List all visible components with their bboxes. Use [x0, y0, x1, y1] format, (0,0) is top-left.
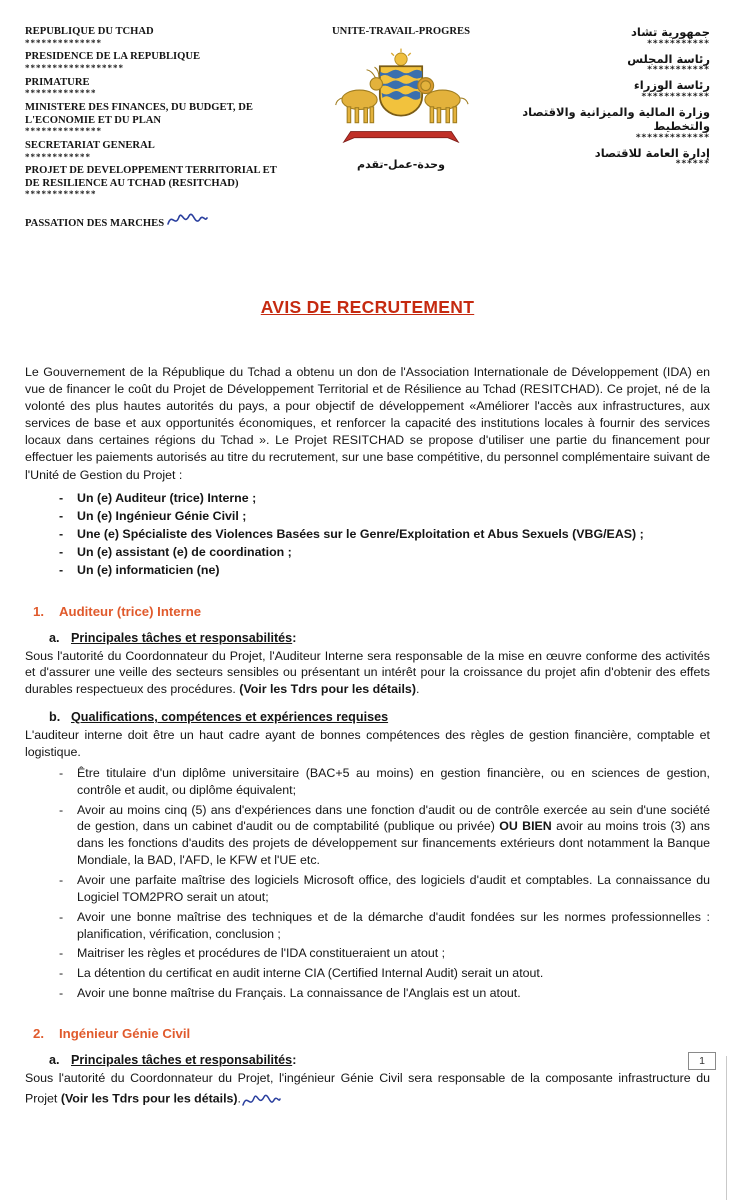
dash-bullet: -: [59, 872, 64, 887]
header-ministere: [25, 102, 287, 137]
header-presidence: [25, 51, 287, 73]
header-line-arabic: وزارة المالية والميزانية والاقتصاد والتخطيط: [522, 105, 710, 133]
dash-bullet: -: [59, 562, 64, 577]
list-item: [47, 802, 710, 869]
stars-divider: ***********: [647, 38, 710, 49]
list-item: [47, 526, 710, 544]
stars-divider: *************: [635, 132, 710, 143]
paragraph-text: Être titulaire d'un diplôme universitaire (BAC+5 au moins) en gestion financière, ou en sciences de gestion, contrôle et audit, ou diplôme équivalent;: [77, 765, 710, 797]
dash-bullet: -: [59, 544, 64, 559]
dash-bullet: -: [59, 909, 64, 924]
list-item: [47, 490, 710, 508]
qualification-text: [77, 872, 710, 906]
section-1a-heading: [49, 631, 710, 645]
list-item: [47, 544, 710, 562]
chad-coat-of-arms-icon: [301, 45, 501, 154]
header-center-column: [301, 26, 501, 171]
section-title: Auditeur (trice) Interne: [59, 603, 202, 619]
dash-bullet: -: [59, 966, 64, 981]
section-title: Ingénieur Génie Civil: [59, 1026, 191, 1041]
paragraph-text: Avoir une bonne maîtrise du Français. La connaissance de l'Anglais est un atout.: [77, 986, 521, 1001]
dash-bullet: -: [59, 946, 64, 961]
list-item: [47, 909, 710, 943]
section-2a-paragraph: [25, 1070, 710, 1112]
position-label: Un (e) assistant (e) de coordination ;: [77, 544, 292, 559]
national-motto: UNITE-TRAVAIL-PROGRES: [332, 26, 470, 37]
section-1-heading: [33, 604, 710, 619]
dash-bullet: -: [59, 765, 64, 780]
paragraph-text: La détention du certificat en audit interne CIA (Certified Internal Audit) serait un atout.: [77, 966, 544, 981]
page-title: AVIS DE RECRUTEMENT: [260, 296, 475, 317]
header-secretariat-ar: [515, 147, 710, 171]
paragraph-text: Avoir une bonne maîtrise des techniques et de la démarche d'audit fondées sur les normes professionnelles : planification, vérification, conclusion ;: [77, 909, 710, 941]
subsection-colon: :: [292, 630, 297, 645]
signature-icon: [241, 1091, 281, 1116]
stars-divider: ******************: [25, 62, 124, 73]
qualification-text: [77, 802, 710, 869]
header-primature-ar: [515, 79, 710, 103]
list-item: [47, 508, 710, 526]
paragraph-text: Sous l'autorité du Coordonnateur du Projet, l'Auditeur Interne sera responsable de la mise en œuvre conforme des activités et d'assurer une veille des secteurs sensibles ou présentant un intérêt pour la croissance du projet afin d'obtenir des effets durables respectueux des procédures.: [25, 648, 710, 697]
header-secretariat: [25, 140, 287, 162]
section-number: 2.: [33, 1026, 44, 1041]
section-1a-paragraph: [25, 648, 710, 699]
position-label: Un (e) informaticien (ne): [77, 562, 220, 577]
signature-icon: [166, 210, 208, 235]
header-presidence-ar: [515, 53, 710, 77]
dash-bullet: -: [59, 490, 64, 505]
national-motto-arabic: وحدة-عمل-تقدم: [357, 158, 445, 171]
paragraph-text: Avoir au moins cinq (5) ans d'expériences dans une fonction d'audit ou de contrôle exercée au sein d'une société de gestion, dans un cabinet d'audit ou de comptabilité (publique ou privée): [77, 802, 710, 834]
dash-bullet: -: [59, 508, 64, 523]
header-line-arabic: إدارة العامة للاقتصاد: [594, 145, 710, 160]
list-item: [47, 965, 710, 982]
subsection-title: Principales tâches et responsabilités: [71, 1053, 293, 1067]
list-item: [47, 985, 710, 1002]
paragraph-text: Maitriser les règles et procédures de l'IDA constitueraient un atout ;: [77, 946, 446, 961]
section-2a-heading: [49, 1053, 710, 1067]
section-1b-heading: [49, 710, 710, 724]
header-line: REPUBLIQUE DU TCHAD: [25, 26, 154, 37]
section-2-heading: [33, 1026, 710, 1041]
list-item: [47, 562, 710, 580]
tdrs-note: (Voir les Tdrs pour les détails): [60, 1091, 238, 1106]
qualification-text: [77, 945, 710, 962]
tdrs-note: (Voir les Tdrs pour les détails): [239, 682, 416, 697]
stars-divider: ***********: [647, 65, 710, 76]
document-header: [25, 26, 710, 231]
dash-bullet: -: [59, 802, 64, 817]
header-right-column: [515, 26, 710, 173]
header-left-column: [25, 26, 287, 231]
subsection-letter: a.: [49, 1053, 60, 1067]
header-line-arabic: رئاسة الوزراء: [633, 78, 710, 93]
stars-divider: **************: [25, 37, 102, 48]
header-ministere-ar: [515, 106, 710, 143]
header-passation: [25, 206, 287, 231]
section-number: 1.: [33, 603, 44, 619]
paragraph-text: Avoir une parfaite maîtrise des logiciels Microsoft office, des logiciels d'audit et comptables. La connaissance du Logiciel TOM2PRO serait un atout;: [77, 872, 710, 904]
stars-divider: *************: [25, 189, 97, 200]
header-line-arabic: جمهورية تشاد: [631, 25, 710, 39]
paragraph-text: Sous l'autorité du Coordonnateur du Projet, l'ingénieur Génie Civil sera responsable de la composante infrastructure du Projet: [25, 1071, 710, 1106]
header-republic-ar: [515, 26, 710, 50]
section-1b-intro: L'auditeur interne doit être un haut cadre ayant de bonnes compétences des règles de gestion financière, comptable et logistique.: [25, 728, 710, 759]
subsection-colon: :: [292, 1053, 297, 1067]
header-republic: [25, 26, 287, 48]
header-line: PROJET DE DEVELOPPEMENT TERRITORIAL ET DE RESILIENCE AU TCHAD (RESITCHAD): [25, 165, 277, 189]
qualification-text: [77, 909, 710, 943]
page-number: 1: [688, 1052, 716, 1070]
paragraph-text: .: [415, 682, 420, 697]
stars-divider: **************: [25, 126, 102, 137]
header-line: MINISTERE DES FINANCES, DU BUDGET, DE L'ECONOMIE ET DU PLAN: [25, 102, 253, 126]
positions-list: [47, 490, 710, 580]
header-line-arabic: رئاسة المجلس: [627, 51, 710, 66]
header-line: SECRETARIAT GENERAL: [25, 140, 155, 152]
header-line: PASSATION DES MARCHES: [25, 218, 165, 230]
qualification-text: [77, 965, 710, 982]
position-label: Un (e) Auditeur (trice) Interne ;: [77, 490, 257, 505]
stars-divider: ************: [641, 92, 710, 103]
list-item: [47, 872, 710, 906]
bold-text: OU BIEN: [499, 819, 552, 834]
header-line: PRESIDENCE DE LA REPUBLIQUE: [25, 51, 201, 63]
stars-divider: ******: [675, 159, 710, 170]
subsection-title: Principales tâches et responsabilités: [71, 630, 293, 645]
subsection-title: Qualifications, compétences et expériences requises: [71, 710, 389, 725]
list-item: [47, 945, 710, 962]
qualification-text: [77, 765, 710, 799]
dash-bullet: -: [59, 526, 64, 541]
qualifications-list: [47, 765, 710, 1002]
subsection-letter: a.: [49, 630, 60, 645]
stars-divider: *************: [25, 88, 97, 99]
header-line: PRIMATURE: [25, 76, 90, 88]
dash-bullet: -: [59, 986, 64, 1001]
subsection-letter: b.: [49, 710, 61, 725]
intro-paragraph: Le Gouvernement de la République du Tchad a obtenu un don de l'Association Internationale de Développement (IDA) en vue de financer le coût du Projet de Développement Territorial et de Résilience au Tchad (RESITCHAD). Ce projet, né de la volonté des plus hautes autorités du pays, a pour objectif de développement «Améliorer l'accès aux infrastructures, aux services de base et aux opportunités économiques, et renforcer la capacité des institutions locales à fournir des services locaux dans certaines régions du Tchad ». Le Projet RESITCHAD se propose d'utiliser une partie du financement pour effectuer les paiements autorisés au titre du recrutement, sur une base compétitive, du personnel complémentaire suivant de l'Unité de Gestion du Projet :: [25, 364, 710, 482]
position-label: Un (e) Ingénieur Génie Civil ;: [77, 508, 247, 523]
position-label: Une (e) Spécialiste des Violences Basées sur le Genre/Exploitation et Abus Sexuels (VBG/EAS) ;: [77, 526, 644, 541]
scan-edge-line: [726, 1056, 727, 1200]
paragraph-text: .: [237, 1091, 241, 1106]
stars-divider: ************: [25, 151, 91, 162]
header-projet: [25, 165, 287, 200]
header-primature: [25, 77, 287, 99]
qualification-text: [77, 985, 710, 1002]
list-item: [47, 765, 710, 799]
paragraph-text: avoir au moins trois (3) ans dans les fonctions d'audits des projets de développement sur financements extérieurs dont notamment la Banque Mondiale, la BAD, l'AFD, le KFW et l'UE etc.: [77, 819, 710, 868]
